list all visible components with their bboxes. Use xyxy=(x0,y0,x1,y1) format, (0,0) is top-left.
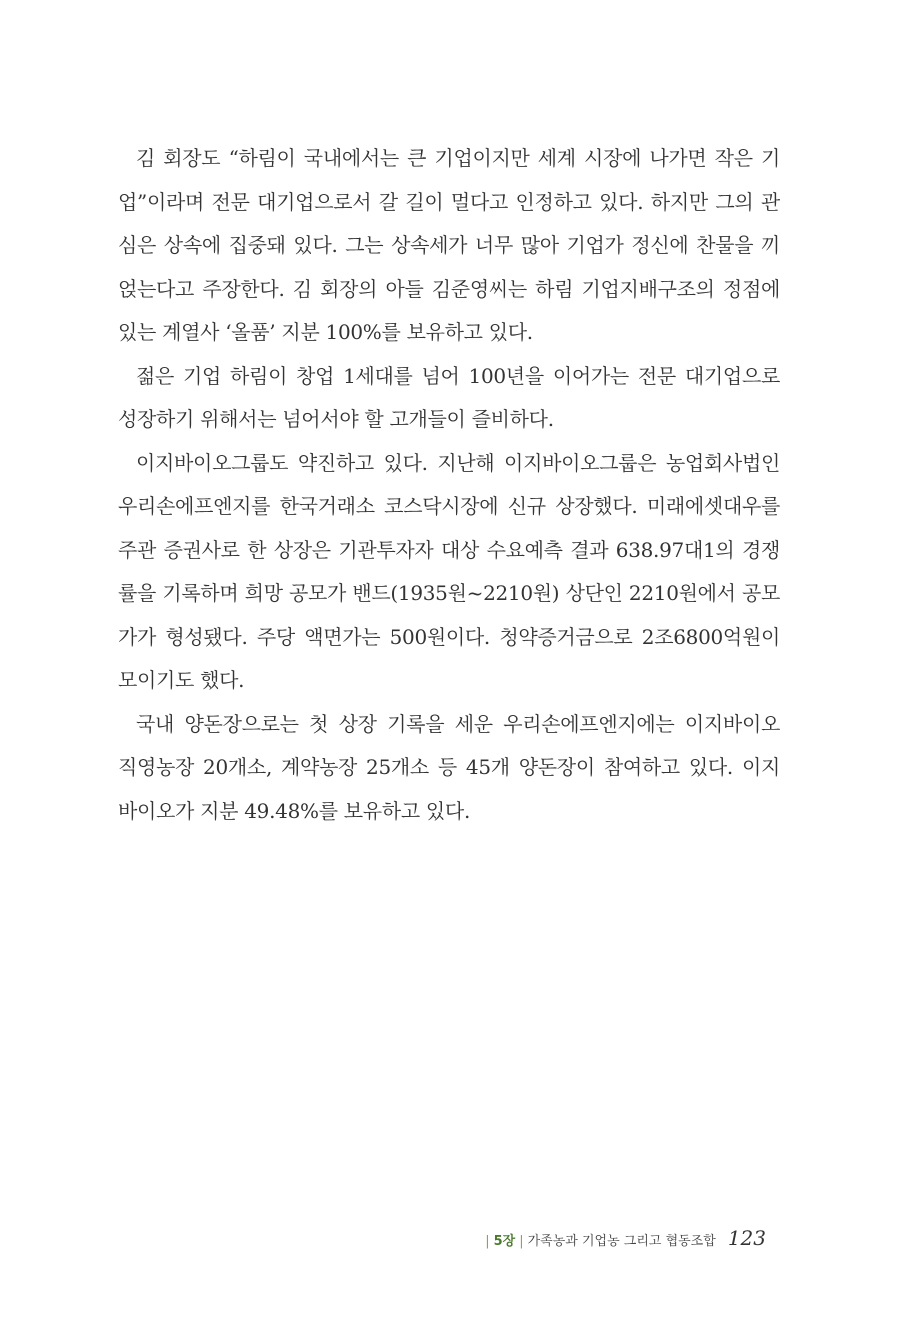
text-line: 성장하기 위해서는 넘어서야 할 고개들이 즐비하다. xyxy=(118,407,554,431)
body-text xyxy=(118,137,780,833)
text-line: 국내 양돈장으로는 첫 상장 기록을 세운 우리손에프엔지에는 이지바이오 xyxy=(136,711,780,736)
text-line: 우리손에프엔지를 한국거래소 코스닥시장에 신규 상장했다. 미래에셋대우를 xyxy=(118,494,780,518)
paragraph-4 xyxy=(118,703,780,834)
chapter-title: 가족농과 기업농 그리고 협동조합 xyxy=(527,1234,716,1249)
text-line: 심은 상속에 집중돼 있다. 그는 상속세가 너무 많아 기업가 정신에 찬물을 끼 xyxy=(118,233,780,257)
page-footer xyxy=(481,1226,766,1256)
text-line: 직영농장 20개소, 계약농장 25개소 등 45개 양돈장이 참여하고 있다. 이지 xyxy=(118,755,780,779)
text-line: 가가 형성됐다. 주당 액면가는 500원이다. 청약증거금으로 2조6800억원이 xyxy=(118,624,780,649)
paragraph-1 xyxy=(118,137,780,355)
text-line: 이지바이오그룹도 약진하고 있다. 지난해 이지바이오그룹은 농업회사법인 xyxy=(136,450,780,475)
divider: | xyxy=(485,1234,490,1249)
page-number: 123 xyxy=(727,1226,766,1250)
text-line: 김 회장도 “하림이 국내에서는 큰 기업이지만 세계 시장에 나가면 작은 기 xyxy=(136,146,780,170)
text-line: 있는 계열사 ‘올품’ 지분 100%를 보유하고 있다. xyxy=(118,320,533,344)
divider: | xyxy=(519,1234,524,1249)
paragraph-3 xyxy=(118,442,780,703)
chapter-number: 5장 xyxy=(493,1234,516,1249)
text-line: 모이기도 했다. xyxy=(118,668,245,692)
text-line: 주관 증권사로 한 상장은 기관투자자 대상 수요예측 결과 638.97대1의 경쟁 xyxy=(118,537,780,562)
text-line: 업”이라며 전문 대기업으로서 갈 길이 멀다고 인정하고 있다. 하지만 그의 관 xyxy=(118,189,780,214)
paragraph-2 xyxy=(118,355,780,442)
text-line: 젊은 기업 하림이 창업 1세대를 넘어 100년을 이어가는 전문 대기업으로 xyxy=(136,363,780,388)
text-line: 바이오가 지분 49.48%를 보유하고 있다. xyxy=(118,798,471,823)
text-line: 얹는다고 주장한다. 김 회장의 아들 김준영씨는 하림 기업지배구조의 정점에 xyxy=(118,276,780,301)
text-line: 률을 기록하며 희망 공모가 밴드(1935원~2210원) 상단인 2210원에서 공모 xyxy=(118,581,780,605)
